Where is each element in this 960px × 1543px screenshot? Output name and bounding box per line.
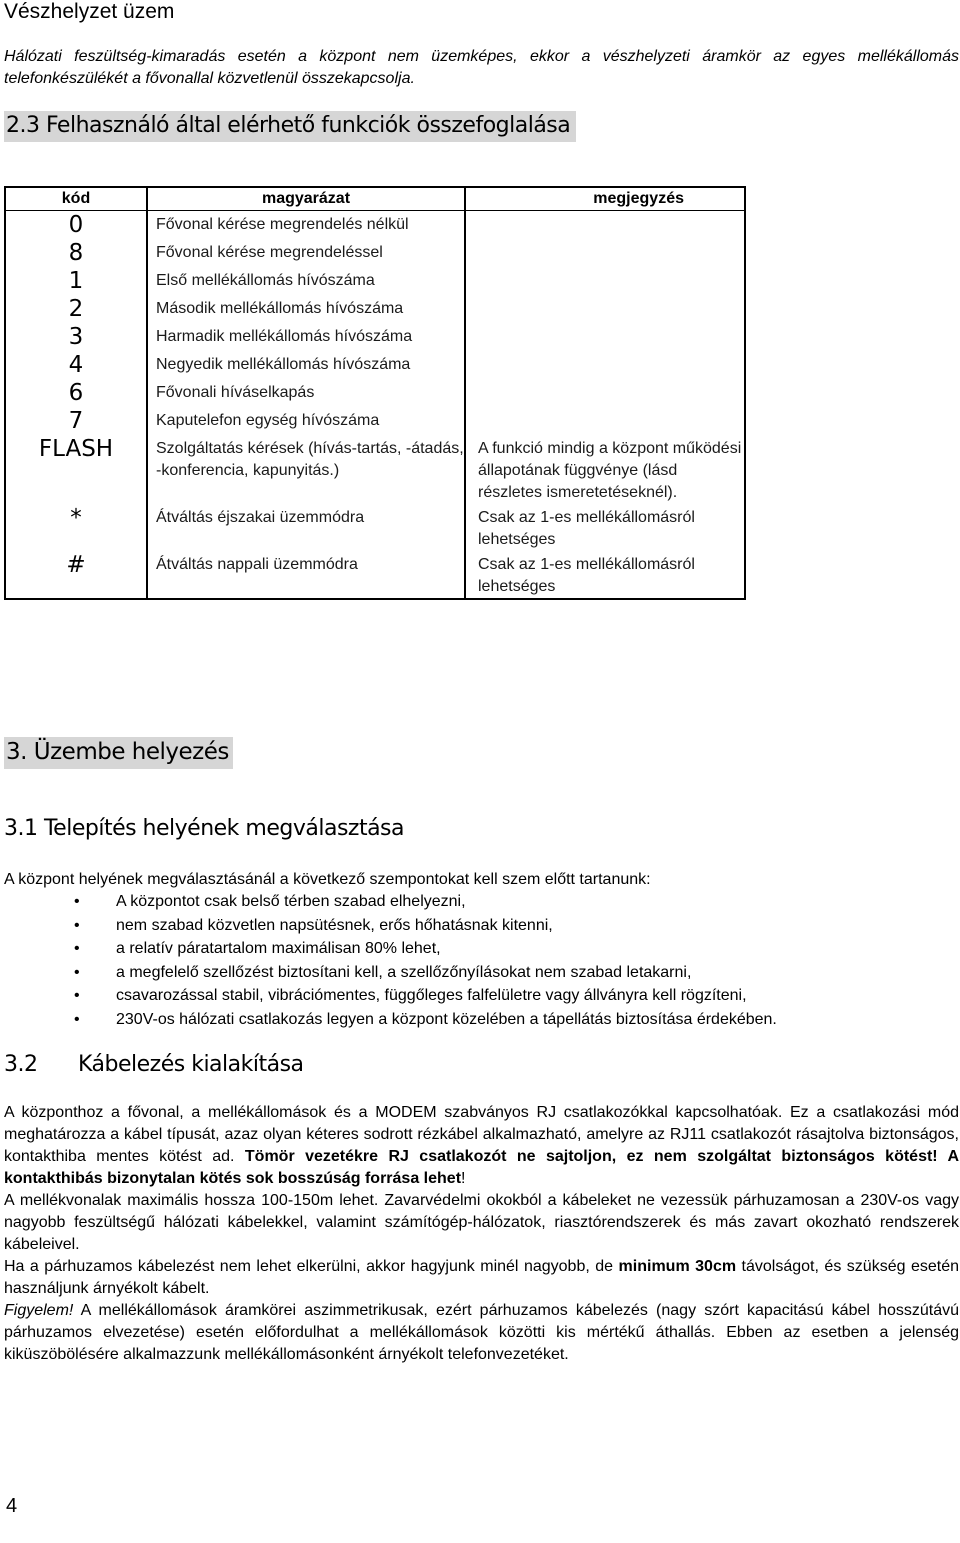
note-cell: Csak az 1-es mellékállomásról lehetséges [465, 551, 745, 599]
note-cell [465, 407, 745, 435]
section-3-2-heading [4, 1052, 304, 1077]
code-cell: FLASH [5, 435, 147, 504]
list-item: • csavarozással stabil, vibrációmentes, függőleges falfelületre vagy állványra kell rögzíteni, [74, 984, 777, 1008]
section-3-1-heading: 3.1 Telepítés helyének megválasztása [4, 816, 404, 841]
list-item: • a relatív páratartalom maximálisan 80% lehet, [74, 937, 777, 961]
code-cell: 8 [5, 239, 147, 267]
function-codes-table [4, 186, 746, 600]
table-header-row [5, 187, 745, 211]
code-cell: 2 [5, 295, 147, 323]
table-row [5, 323, 745, 351]
list-item: • nem szabad közvetlen napsütésnek, erős hőhatásnak kitenni, [74, 914, 777, 938]
table-row [5, 379, 745, 407]
code-cell: 1 [5, 267, 147, 295]
cabling-text: Ha a párhuzamos kábelezést nem lehet elkerülni, akkor hagyjunk minél nagyobb, de [4, 1258, 619, 1275]
table-row [5, 239, 745, 267]
description-cell: Fővonal kérése megrendeléssel [147, 239, 465, 267]
code-cell: 4 [5, 351, 147, 379]
description-cell: Kaputelefon egység hívószáma [147, 407, 465, 435]
description-cell: Fővonali híváselkapás [147, 379, 465, 407]
table-row [5, 551, 745, 599]
table-row [5, 267, 745, 295]
cabling-paragraph-3 [4, 1256, 959, 1300]
description-cell: Átváltás nappali üzemmódra [147, 551, 465, 599]
code-cell: * [5, 504, 147, 551]
section-3-2-title: Kábelezés kialakítása [78, 1052, 304, 1077]
page-number: 4 [6, 1495, 18, 1517]
code-cell: 0 [5, 211, 147, 240]
description-cell: Első mellékállomás hívószáma [147, 267, 465, 295]
cabling-text: A mellékállomások áramkörei aszimmetrikusak, ezért párhuzamos kábelezés (nagy szórt kapacitású kábel hosszútávú párhuzamos elvezetése) esetén előfordulhat a mellékállomások közötti kis mértékű áthallás. Ebben az esetben a jelenség kiküszöbölésére alkalmazzunk mellékállomásonként árnyékolt telefonvezetéket. [4, 1302, 959, 1363]
note-cell: A funkció mindig a központ működési állapotának függvénye (lásd részletes ismeretetéseknél). [465, 435, 745, 504]
list-item: • a megfelelő szellőzést biztosítani kell, a szellőzőnyílásokat nem szabad letakarni, [74, 961, 777, 985]
list-item: • 230V-os hálózati csatlakozás legyen a központ közelében a tápellátás biztosítása érdekében. [74, 1008, 777, 1032]
cabling-warning: Tömör vezetékre RJ csatlakozót ne sajtoljon, ez nem szolgáltat biztonságos kötést! A kontakthibás bizonytalan kötés sok bosszúság forrása lehet [4, 1148, 959, 1187]
attention-label: Figyelem! [4, 1302, 74, 1319]
note-cell [465, 323, 745, 351]
section-3-2-number: 3.2 [4, 1052, 38, 1077]
emergency-paragraph: Hálózati feszültség-kimaradás esetén a központ nem üzemképes, ekkor a vészhelyzeti áramkör az egyes mellékállomás telefonkészülékét a fővonallal közvetlenül összekapcsolja. [4, 48, 959, 87]
description-cell: Második mellékállomás hívószáma [147, 295, 465, 323]
minimum-distance: minimum 30cm [618, 1258, 737, 1275]
table-row [5, 351, 745, 379]
cabling-text: A központhoz a fővonal, a mellékállomások és a MODEM szabványos RJ csatlakozókkal kapcsolhatóak. Ez a csatlakozási mód meghatározza a kábel típusát, azaz olyan kéteres sodrott rézkábel alkalmazható, amelyre az RJ11 csatlakozót rásajtolva biztonságos, kontakthiba mentes kötést ad. [4, 1104, 959, 1165]
section-3-heading: 3. Üzembe helyezés [4, 737, 233, 769]
section-2-3-heading: 2.3 Felhasználó által elérhető funkciók összefoglalása [4, 111, 576, 142]
cabling-paragraph-4 [4, 1300, 959, 1366]
description-cell: Szolgáltatás kérések (hívás-tartás, -átadás, -konferencia, kapunyitás.) [147, 435, 465, 504]
table-row [5, 435, 745, 504]
header-note: megjegyzés [465, 187, 745, 211]
description-cell: Harmadik mellékállomás hívószáma [147, 323, 465, 351]
table-row [5, 295, 745, 323]
note-cell [465, 295, 745, 323]
code-cell: 3 [5, 323, 147, 351]
cabling-text-end: ! [461, 1170, 466, 1187]
description-cell: Átváltás éjszakai üzemmódra [147, 504, 465, 551]
section-3-2-body [4, 1102, 959, 1366]
section-3-1-intro: A központ helyének megválasztásánál a következő szempontokat kell szem előtt tartanunk: [4, 871, 651, 888]
cabling-text-end: távolságot, és szükség esetén használjunk árnyékolt kábelt. [4, 1258, 960, 1297]
note-cell: Csak az 1-es mellékállomásról lehetséges [465, 504, 745, 551]
placement-requirements-list [74, 890, 777, 1032]
note-cell [465, 239, 745, 267]
header-description: magyarázat [147, 187, 465, 211]
header-code: kód [5, 187, 147, 211]
note-cell [465, 351, 745, 379]
note-cell [465, 211, 745, 240]
code-cell: # [5, 551, 147, 599]
code-cell: 6 [5, 379, 147, 407]
note-cell [465, 379, 745, 407]
note-cell [465, 267, 745, 295]
table-row [5, 211, 745, 240]
emergency-heading: Vészhelyzet üzem [4, 0, 175, 23]
cabling-paragraph-2: A mellékvonalak maximális hossza 100-150m lehet. Zavarvédelmi okokból a kábeleket ne vezessük párhuzamosan a 230V-os vagy nagyobb feszültségű hálózati kábelekkel, valamint számítógép-hálózatok, riasztórendszerek és más zavart okozható rendszerek kábeleivel. [4, 1192, 959, 1253]
code-cell: 7 [5, 407, 147, 435]
cabling-paragraph-1 [4, 1102, 959, 1190]
list-item: • A központot csak belső térben szabad elhelyezni, [74, 890, 777, 914]
table-row [5, 504, 745, 551]
description-cell: Fővonal kérése megrendelés nélkül [147, 211, 465, 240]
table-row [5, 407, 745, 435]
description-cell: Negyedik mellékállomás hívószáma [147, 351, 465, 379]
